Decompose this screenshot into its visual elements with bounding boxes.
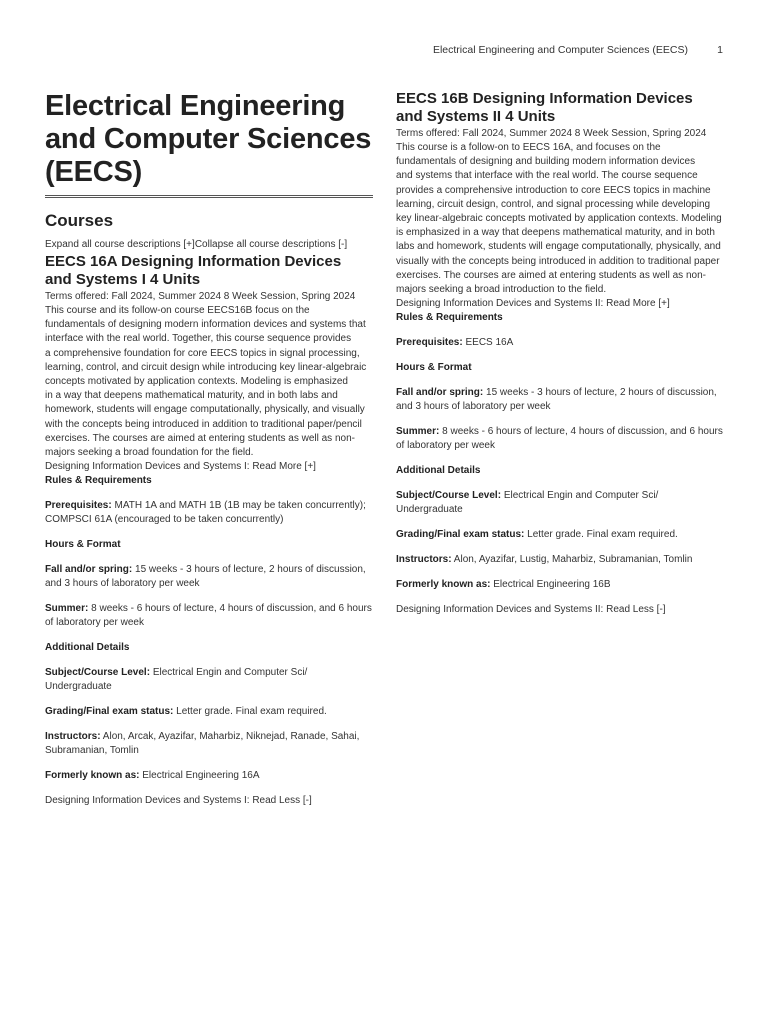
field-value: Letter grade. Final exam required.: [176, 706, 327, 718]
field-value: Electrical Engin and Computer Sci/ Undergraduate: [45, 667, 308, 693]
page-title-line: Electrical Engineering: [45, 90, 346, 122]
terms-offered: Terms offered: Fall 2024, Summer 2024 8 Week Session, Spring 2024: [45, 291, 356, 302]
field-value: 15 weeks - 3 hours of lecture, 2 hours of discussion, and 3 hours of laboratory per week: [396, 387, 717, 413]
field-value: 15 weeks - 3 hours of lecture, 2 hours of discussion, and 3 hours of laboratory per week: [45, 564, 366, 590]
formerly-known-as: [396, 578, 726, 592]
field-value: EECS 16A: [465, 337, 514, 349]
running-header: [0, 44, 768, 58]
description-line: majors seeking a broad introduction to the field.: [396, 283, 607, 295]
course-title-line: EECS 16A Designing Information Devices: [45, 253, 342, 270]
field-label: Formerly known as:: [45, 770, 140, 782]
description-line: homework, students will engage computationally, physically, and visually: [45, 404, 365, 416]
collapse-all-link[interactable]: Collapse all course descriptions [-]: [194, 239, 348, 250]
field-label: Instructors:: [396, 554, 452, 566]
course-title: [45, 253, 373, 289]
summer-hours: [45, 602, 373, 630]
field-label: Fall and/or spring:: [396, 387, 484, 399]
course-title-line: EECS 16B Designing Information Devices: [396, 90, 693, 107]
description-line: and systems that interface with the real world. The course sequence: [396, 170, 698, 182]
courses-heading: Courses: [45, 211, 114, 230]
field-label: Subject/Course Level:: [45, 667, 151, 679]
expand-all-link[interactable]: Expand all course descriptions [+]: [45, 239, 195, 250]
prerequisites: [45, 499, 373, 527]
description-line: fundamentals of designing modern information devices and systems that: [45, 319, 366, 331]
course-eecs-16b: [396, 90, 726, 617]
field-label: Grading/Final exam status:: [45, 706, 174, 718]
description-line: learning, circuit design, control, and signal processing while developing: [396, 198, 711, 210]
summer-hours: [396, 425, 726, 453]
page-title: [45, 90, 373, 189]
field-label: Subject/Course Level:: [396, 490, 502, 502]
description-line: with the concepts being introduced in addition to traditional paper/pencil: [45, 418, 362, 430]
field-label: Prerequisites:: [45, 500, 112, 512]
description-line: learning, control, and circuit design while introducing key linear-algebraic: [45, 361, 367, 373]
description-line: majors seeking a broad foundation for the field.: [45, 446, 254, 458]
subject-course-level: [396, 489, 726, 517]
description-line: interface with the real world. Together, this course sequence provides: [45, 333, 352, 345]
description-line: concepts motivated by application contexts. Modeling is emphasized: [45, 375, 348, 387]
right-column: [396, 90, 726, 617]
grading-status: [45, 705, 373, 719]
read-less-link[interactable]: Designing Information Devices and Systems I: Read Less [-]: [45, 795, 312, 807]
field-value: Electrical Engin and Computer Sci/ Undergraduate: [396, 490, 659, 516]
running-header-title: Electrical Engineering and Computer Sciences (EECS): [432, 44, 688, 56]
fall-spring-hours: [396, 386, 726, 414]
fall-spring-hours: [45, 563, 373, 591]
field-label: Instructors:: [45, 731, 101, 743]
field-value: Alon, Arcak, Ayazifar, Maharbiz, Niknejad, Ranade, Sahai, Subramanian, Tomlin: [45, 731, 360, 757]
page-title-line: and Computer Sciences: [45, 123, 372, 155]
course-eecs-16a: [45, 253, 373, 808]
course-title: [396, 90, 726, 126]
hours-format-heading: Hours & Format: [396, 362, 472, 374]
course-title-line: and Systems I 4 Units: [45, 271, 201, 288]
field-label: Fall and/or spring:: [45, 564, 133, 576]
additional-details-heading: Additional Details: [396, 465, 481, 477]
page-title-line: (EECS): [45, 156, 143, 188]
field-label: Grading/Final exam status:: [396, 529, 525, 541]
field-label: Formerly known as:: [396, 579, 491, 591]
description-line: key linear-algebraic concepts motivated by application contexts. Modeling: [396, 212, 722, 224]
course-title-line: and Systems II 4 Units: [396, 108, 556, 125]
terms-offered: Terms offered: Fall 2024, Summer 2024 8 Week Session, Spring 2024: [396, 128, 707, 139]
description-line: is emphasized in a way that deepens mathematical maturity, and in both: [396, 227, 715, 239]
expand-collapse-controls: [45, 238, 373, 252]
description-line: visually with the concepts being introduced in addition to traditional paper: [396, 255, 720, 267]
page-number: 1: [717, 44, 723, 56]
instructors: [396, 553, 726, 567]
field-label: Summer:: [45, 603, 89, 615]
description-line: provides a comprehensive introduction to core EECS topics in machine: [396, 184, 711, 196]
description-line: This course is a follow-on to EECS 16A, and focuses on the: [396, 141, 661, 153]
additional-details-heading: Additional Details: [45, 642, 130, 654]
field-value: MATH 1A and MATH 1B (1B may be taken concurrently); COMPSCI 61A (encouraged to be taken concurrently): [45, 500, 366, 526]
prerequisites: [396, 336, 726, 350]
description-line: fundamentals of designing and building modern information devices: [396, 156, 696, 168]
title-divider: [45, 195, 373, 198]
description-line: exercises. The courses are aimed at entering students as well as non-: [396, 269, 706, 281]
rules-requirements-heading: Rules & Requirements: [45, 475, 152, 487]
course-description: [396, 141, 726, 297]
formerly-known-as: [45, 769, 373, 783]
description-line: exercises. The courses are aimed at entering students as well as non-: [45, 432, 355, 444]
grading-status: [396, 528, 726, 542]
field-value: Letter grade. Final exam required.: [527, 529, 678, 541]
read-more-link[interactable]: Designing Information Devices and Systems II: Read More [+]: [396, 298, 670, 310]
description-line: a comprehensive foundation for core EECS topics in signal processing,: [45, 347, 360, 359]
hours-format-heading: Hours & Format: [45, 539, 121, 551]
description-line: in a way that deepens mathematical maturity, and in both labs and: [45, 390, 338, 402]
read-more-link[interactable]: Designing Information Devices and Systems I: Read More [+]: [45, 461, 316, 473]
field-value: Alon, Ayazifar, Lustig, Maharbiz, Subramanian, Tomlin: [453, 554, 693, 566]
field-value: Electrical Engineering 16B: [493, 579, 611, 591]
field-value: 8 weeks - 6 hours of lecture, 4 hours of discussion, and 6 hours of laboratory per week: [45, 603, 372, 629]
field-label: Summer:: [396, 426, 440, 438]
field-value: Electrical Engineering 16A: [142, 770, 260, 782]
rules-requirements-heading: Rules & Requirements: [396, 312, 503, 324]
description-line: This course and its follow-on course EECS16B focus on the: [45, 304, 310, 316]
field-label: Prerequisites:: [396, 337, 463, 349]
field-value: 8 weeks - 6 hours of lecture, 4 hours of discussion, and 6 hours of laboratory per week: [396, 426, 723, 452]
instructors: [45, 730, 373, 758]
course-description: [45, 304, 373, 460]
left-column: [45, 90, 373, 808]
subject-course-level: [45, 666, 373, 694]
read-less-link[interactable]: Designing Information Devices and Systems II: Read Less [-]: [396, 604, 666, 616]
description-line: labs and homework, students will engage computationally, physically, and: [396, 241, 721, 253]
